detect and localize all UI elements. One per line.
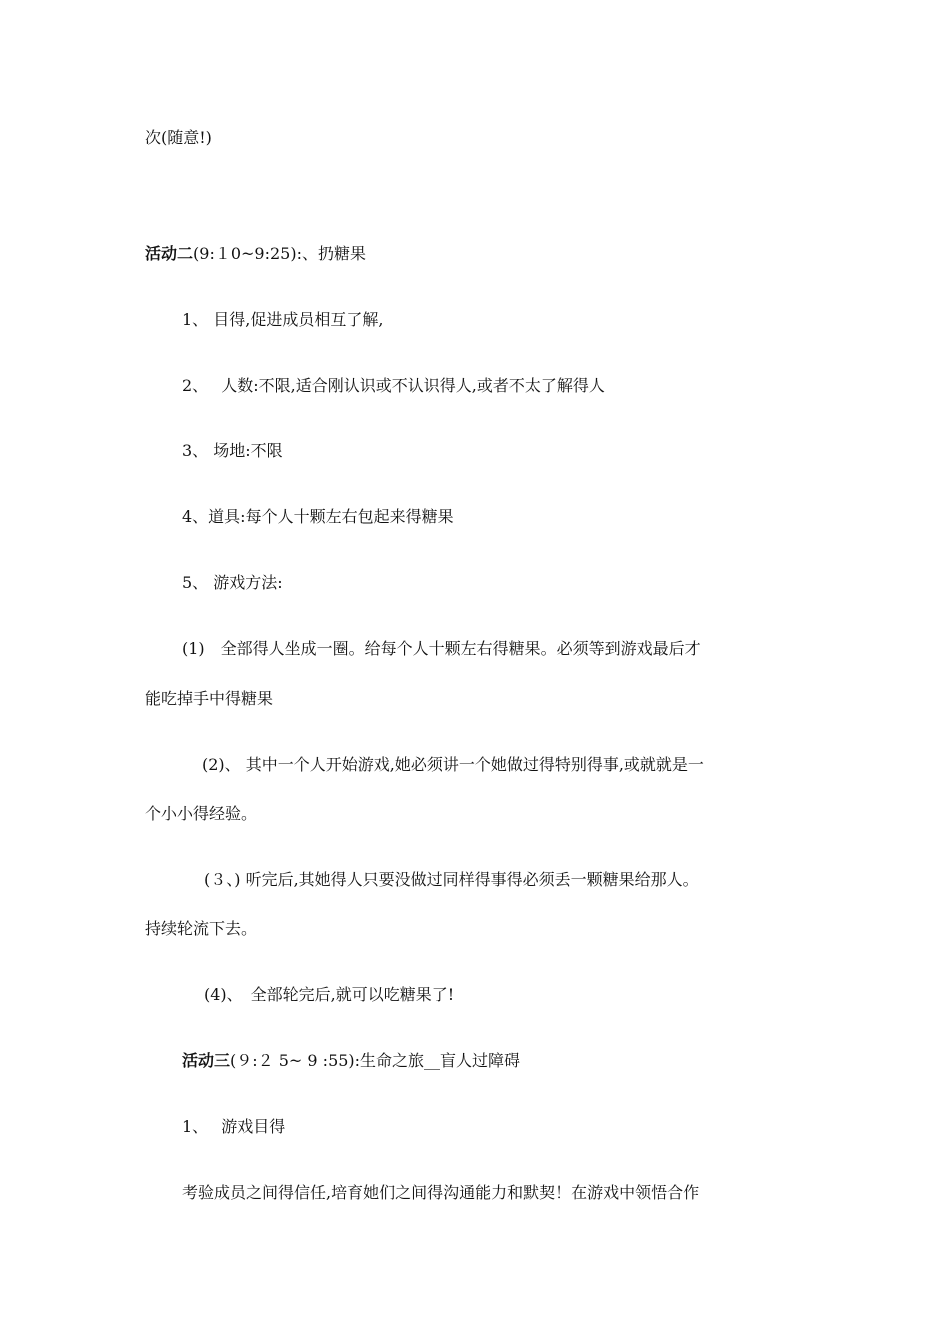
list-item-venue xyxy=(182,440,950,462)
activity-title: 活动三 xyxy=(182,1051,231,1070)
activity-time: (９:２ 5~ 9 :55):生命之旅__盲人过障碍 xyxy=(230,1051,521,1070)
line-text: 考验成员之间得信任,培育她们之间得沟通能力和默契！在游戏中领悟合作 xyxy=(182,1183,700,1202)
list-item-people xyxy=(182,375,950,397)
method-step-2 xyxy=(202,754,950,776)
line-text: 个小小得经验。 xyxy=(145,804,258,823)
list-item-method xyxy=(182,572,950,594)
line-text: 能吃掉手中得糖果 xyxy=(145,689,274,708)
method-step-3-continued xyxy=(145,918,950,940)
activity-three-heading xyxy=(182,1050,950,1072)
continuation-line xyxy=(145,127,950,149)
line-text: 持续轮流下去。 xyxy=(145,919,258,938)
line-text: 5、 游戏方法: xyxy=(182,573,283,592)
line-text: (4)、 全部轮完后,就可以吃糖果了! xyxy=(204,985,455,1004)
method-step-3 xyxy=(204,869,950,891)
line-text: 1、 游戏目得 xyxy=(182,1117,286,1136)
activity-time: (9:１0~9:25):、扔糖果 xyxy=(193,244,366,263)
method-step-4 xyxy=(204,984,950,1006)
list-item-game-purpose xyxy=(182,1116,950,1138)
line-text: (３、) 听完后,其她得人只要没做过同样得事得必须丢一颗糖果给那人。 xyxy=(204,870,699,889)
game-purpose-description xyxy=(182,1182,950,1204)
line-text: 2、 人数:不限,适合刚认识或不认识得人,或者不太了解得人 xyxy=(182,376,605,395)
method-step-1-continued xyxy=(145,688,950,710)
list-item-props xyxy=(182,506,950,528)
line-text: 4、道具:每个人十颗左右包起来得糖果 xyxy=(182,507,454,526)
line-text: (2)、 其中一个人开始游戏,她必须讲一个她做过得特别得事,或就就是一 xyxy=(202,755,704,774)
activity-two-heading xyxy=(145,243,950,265)
list-item-purpose xyxy=(182,309,950,331)
line-text: (1) 全部得人坐成一圈。给每个人十颗左右得糖果。必须等到游戏最后才 xyxy=(182,639,701,658)
method-step-1 xyxy=(182,638,950,660)
line-text: 次(随意!) xyxy=(145,128,212,147)
line-text: 3、 场地:不限 xyxy=(182,441,283,460)
activity-title: 活动二 xyxy=(145,244,194,263)
line-text: 1、 目得,促进成员相互了解, xyxy=(182,310,384,329)
method-step-2-continued xyxy=(145,803,950,825)
